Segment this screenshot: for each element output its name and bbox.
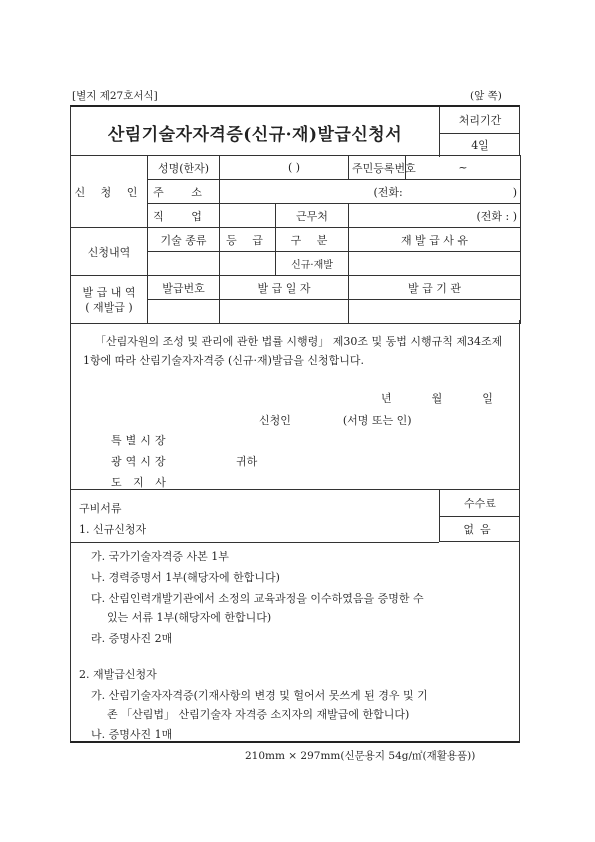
reissue-item-b: 나. 증명사진 1매 [91,728,173,741]
reissue-item-a: 가. 산림기술자자격증(기재사항의 변경 및 헐어서 못쓰게 된 경우 및 기 [91,689,428,702]
processing-period-value: 4일 [471,139,489,152]
issued-section-label-line2: ( 재발급 ) [85,300,133,314]
form-number: [별지 제27호서식] [72,90,158,102]
page-side-label: (앞 쪽) [470,90,502,102]
date-day: 일 [482,392,493,405]
documents-divider [71,542,439,543]
required-documents-section [70,490,520,743]
address-label: 주 소 [148,180,220,204]
form-title: 산림기술자자격증(신규·재)발급신청서 [107,124,403,145]
issued-section-label [71,276,148,324]
honorific: 귀하 [236,455,258,468]
new-item-c-cont: 있는 서류 1부(해당자에 한합니다) [107,611,272,624]
reissue-applicant-heading: 2. 재발급신청자 [79,668,157,681]
recipient-province: 도 지 사 [111,476,170,489]
workplace-label: 근무처 [276,204,349,228]
title-block [70,105,520,155]
tech-type-label: 기술 종류 [148,228,220,252]
processing-period-box [439,107,521,157]
address-phone-label: (전화: [373,185,403,199]
new-item-b: 나. 경력증명서 1부(해당자에 한합니다) [91,571,280,584]
workplace-field[interactable] [349,204,521,228]
reissue-item-a-cont: 존 「산림법」 산림기술자 자격증 소지자의 재발급에 한합니다) [107,708,410,721]
rrn-separator: ~ [458,161,468,174]
recipient-metropolitan-city: 광역시장 [111,455,170,468]
name-field[interactable] [220,156,349,180]
address-phone-close: ) [512,185,517,199]
rrn-field[interactable] [406,156,521,180]
documents-heading: 구비서류 [79,502,122,515]
workplace-phone: (전화 : ) [476,209,517,223]
application-section-label: 신청내역 [71,228,148,276]
declaration-text: 「산림자원의 조성 및 관리에 관한 법률 시행령」 제30조 및 동법 시행규칙 제34조제1항에 따라 산림기술자자격증 (신규·재)발급을 신청합니다. [83,335,503,367]
application-form-table [70,155,521,324]
new-applicant-heading: 1. 신규신청자 [79,523,147,536]
date-year: 년 [381,392,392,405]
name-hanja-paren: ( ) [287,161,301,174]
processing-period-label: 처리기간 [440,107,520,134]
fee-label: 수수료 [440,490,520,517]
grade-label: 등 급 [220,228,276,252]
reissue-reason-field[interactable] [349,252,521,276]
issue-number-label: 발급번호 [148,276,220,300]
declaration-section [70,320,520,490]
reissue-reason-label: 재 발 급 사 유 [349,228,521,252]
address-field[interactable] [220,180,521,204]
new-item-d: 라. 증명사진 2매 [91,632,173,645]
issue-date-label: 발 급 일 자 [220,276,349,300]
job-field[interactable] [220,204,276,228]
name-label: 성명(한자) [148,156,220,180]
new-item-c: 다. 산림인력개발기관에서 소정의 교육과정을 이수하였음을 증명한 수 [91,592,424,605]
applicant-signature-line [259,412,412,428]
tech-type-field[interactable] [148,252,220,276]
rrn-label: 주민등록번호 [349,156,406,180]
issued-section-label-line1: 발 급 내 역 [82,285,136,299]
applicant-section-label: 신 청 인 [71,156,148,228]
fee-value: 없음 [463,522,497,536]
signature-placeholder: (서명 또는 인) [342,414,412,427]
paper-spec-footer: 210mm × 297mm(신문용지 54g/㎡(재활용품)) [245,750,476,762]
issuing-authority-label: 발 급 기 관 [349,276,521,300]
grade-field[interactable] [220,252,276,276]
fee-box [439,490,520,542]
job-label: 직 업 [148,204,220,228]
date-month: 월 [431,392,443,405]
category-label: 구 분 [276,228,349,252]
date-line [381,390,493,406]
applicant-label: 신청인 [259,414,291,427]
recipient-special-city: 특별시장 [111,434,170,447]
new-item-a: 가. 국가기술자격증 사본 1부 [91,550,229,563]
new-or-reissue-field[interactable]: 신규·재발 [276,252,349,276]
